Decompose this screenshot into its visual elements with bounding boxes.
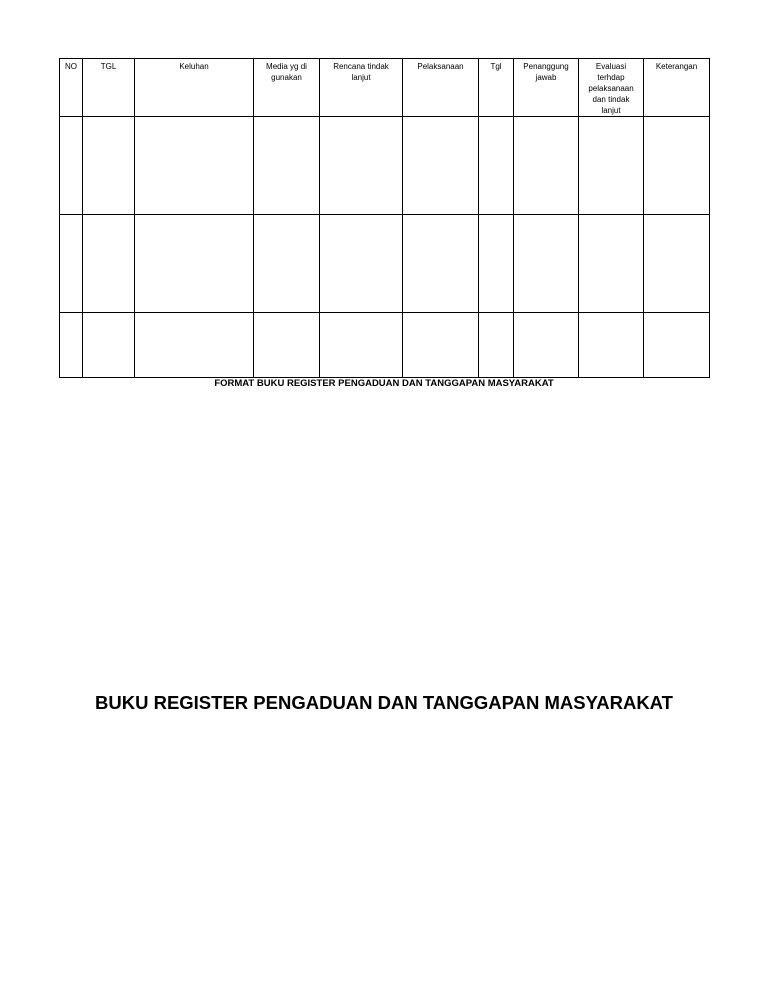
table-row (60, 117, 710, 215)
table-cell (579, 313, 644, 378)
table-cell (579, 117, 644, 215)
table-cell (403, 215, 479, 313)
header-penanggung-jawab: Penanggung jawab (514, 59, 579, 117)
table-cell (135, 313, 254, 378)
table-cell (479, 215, 514, 313)
table-header-row (60, 59, 710, 117)
table-cell (644, 117, 710, 215)
table-cell (644, 215, 710, 313)
header-keluhan: Keluhan (135, 59, 254, 117)
header-no: NO (60, 59, 83, 117)
table-row (60, 313, 710, 378)
header-media: Media yg di gunakan (254, 59, 320, 117)
table-cell (514, 313, 579, 378)
table-row (60, 215, 710, 313)
table-cell (320, 313, 403, 378)
table-cell (135, 117, 254, 215)
table-cell (135, 215, 254, 313)
table-cell (254, 215, 320, 313)
table-cell (644, 313, 710, 378)
table-cell (83, 313, 135, 378)
page-title: BUKU REGISTER PENGADUAN DAN TANGGAPAN MASYARAKAT (95, 692, 673, 713)
table-cell (403, 117, 479, 215)
table-cell (254, 313, 320, 378)
header-evaluasi: Evaluasi terhdap pelaksanaan dan tindak lanjut (579, 59, 644, 117)
table-cell (83, 215, 135, 313)
table-cell (514, 117, 579, 215)
header-rencana: Rencana tindak lanjut (320, 59, 403, 117)
table-caption: FORMAT BUKU REGISTER PENGADUAN DAN TANGGAPAN MASYARAKAT (214, 378, 554, 389)
table-cell (320, 215, 403, 313)
table-cell (60, 117, 83, 215)
table-cell (83, 117, 135, 215)
table-cell (514, 215, 579, 313)
header-tgl: TGL (83, 59, 135, 117)
table-cell (60, 313, 83, 378)
table-cell (579, 215, 644, 313)
register-table (59, 58, 710, 378)
table-cell (254, 117, 320, 215)
header-keterangan: Keterangan (644, 59, 710, 117)
header-tgl-2: Tgl (479, 59, 514, 117)
table-cell (60, 215, 83, 313)
table-cell (479, 313, 514, 378)
table-cell (320, 117, 403, 215)
table-cell (479, 117, 514, 215)
table-cell (403, 313, 479, 378)
header-pelaksanaan: Pelaksanaan (403, 59, 479, 117)
